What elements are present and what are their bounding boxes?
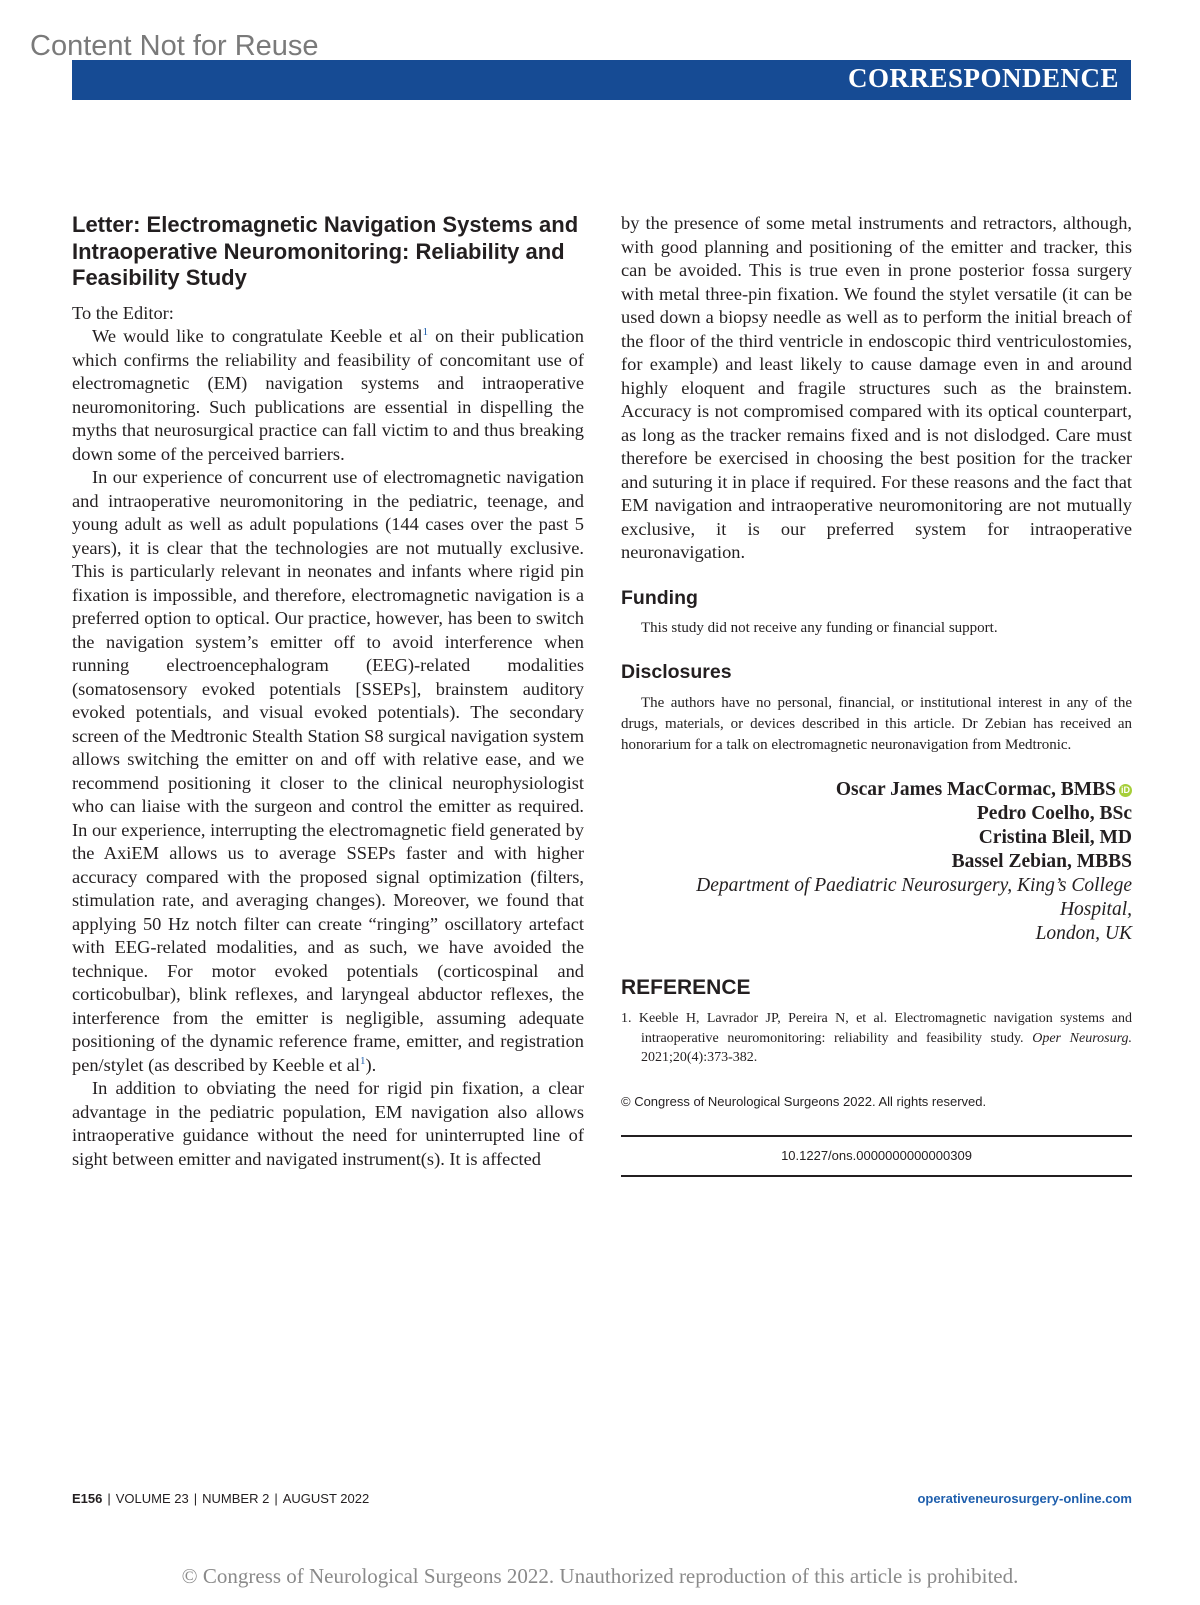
salutation: To the Editor:: [72, 302, 174, 323]
author-name: [621, 778, 1132, 802]
journal-website-link[interactable]: operativeneurosurgery-online.com: [917, 1491, 1132, 1506]
author-name: Bassel Zebian, MBBS: [951, 850, 1132, 872]
right-column: [621, 212, 1132, 1177]
footer-separator: |: [274, 1491, 278, 1506]
section-label: CORRESPONDENCE: [847, 63, 1119, 93]
citation-link[interactable]: 1: [360, 1054, 366, 1067]
disclosures-heading: Disclosures: [621, 661, 732, 683]
watermark-bottom: © Congress of Neurological Surgeons 2022. Unauthorized reproduction of this article is prohibited.: [181, 1564, 1019, 1588]
paragraph-2: [72, 466, 584, 1077]
affiliation-line: London, UK: [1035, 922, 1132, 944]
paragraph-1-text-b: on their publication which confirms the reliability and feasibility of concomitant use of electromagnetic (EM) navigation systems and intraoperative neuromonitoring. Such publications are essential in dispelling the myths that neurosurgical practice can fall victim to and thus breaking down some of the perceived barriers.: [72, 326, 585, 464]
issue-date: AUGUST 2022: [282, 1491, 370, 1506]
volume: VOLUME 23: [115, 1491, 189, 1506]
reference-text-b: 2021;20(4):373-382.: [641, 1050, 758, 1065]
footer-separator: |: [193, 1491, 198, 1506]
author-block: [621, 778, 1132, 946]
watermark-top: Content Not for Reuse: [30, 30, 319, 62]
issue-number: NUMBER 2: [202, 1491, 270, 1506]
reference-heading: REFERENCE: [621, 975, 751, 999]
author-name: Pedro Coelho, BSc: [976, 802, 1132, 824]
page-footer-citation: [72, 1491, 369, 1506]
reference-item: [621, 1009, 1132, 1068]
paragraph-1-text-a: We would like to congratulate Keeble et al: [92, 326, 423, 346]
left-column: [72, 212, 584, 1171]
paragraph-1: [72, 325, 584, 466]
citation-link[interactable]: 1: [422, 325, 429, 338]
section-header-bar: [72, 60, 1131, 100]
reference-text-a: 1. Keeble H, Lavrador JP, Pereira N, et al. Electromagnetic navigation systems and intraoperative neuromonitoring: reliability and feasibility study.: [621, 1011, 1132, 1046]
funding-heading: Funding: [621, 586, 698, 609]
paragraph-3-continued: by the presence of some metal instruments and retractors, although, with good planning and positioning of the emitter and tracker, this can be avoided. This is true even in prone posterior fossa surgery with metal three-pin fixation. We found the stylet versatile (it can be used down a biopsy needle as well as to perform the initial breach of the floor of the third ventricle in endoscopic third ventriculostomies, for example) and least likely to cause damage even in and around highly eloquent and fragile structures such as the brainstem. Accuracy is not compromised compared with its optical counterpart, as long as the tracker remains fixed and is not dislodged. Care must therefore be exercised in choosing the best position for the tracker and suturing it in place if required. For these reasons and the fact that EM navigation and intraoperative neuromonitoring are not mutually exclusive, it is our preferred system for intraoperative neuronavigation.: [621, 213, 1132, 562]
author-name: Cristina Bleil, MD: [978, 826, 1132, 848]
orcid-icon[interactable]: iD: [1121, 784, 1130, 795]
funding-text: This study did not receive any funding or financial support.: [641, 620, 998, 636]
paragraph-3: In addition to obviating the need for rigid pin fixation, a clear advantage in the pediatric population, EM navigation also allows intraoperative guidance without the need for uninterrupted line of sight between emitter and navigated instrument(s). It is affected: [72, 1078, 584, 1169]
page-number: E156: [72, 1491, 103, 1506]
footer-separator: |: [107, 1491, 111, 1506]
article-title: Letter: Electromagnetic Navigation Systems and Intraoperative Neuromonitoring: Reliability and Feasibility Study: [72, 212, 579, 290]
affiliation-line: Department of Paediatric Neurosurgery, King’s College Hospital,: [696, 874, 1132, 920]
paragraph-2-text-b: ).: [365, 1054, 377, 1075]
copyright-notice: © Congress of Neurological Surgeons 2022. All rights reserved.: [621, 1093, 987, 1109]
paragraph-2-text-a: In our experience of concurrent use of electromagnetic navigation and intraoperative neuromonitoring in the pediatric, teenage, and young adult as well as adult populations (144 cases over the past 5 years), it is clear that the technologies are not mutually exclusive. This is particularly relevant in neonates and infants where rigid pin fixation is impossible, and therefore, electromagnetic navigation is a preferred option to optical. Our practice, however, has been to switch the navigation system’s emitter off to avoid interference when running electroencephalogram (EEG)-related modalities (somatosensory evoked potentials [SSEPs], brainstem auditory evoked potentials, and visual evoked potentials). The secondary screen of the Medtronic Stealth Station S8 surgical navigation system allows switching the emitter on and off with relative ease, and we recommend positioning it closer to the clinical neurophysiologist who can liaise with the surgeon and control the emitter as required. In our experience, interrupting the electromagnetic field generated by the AxiEM allows us to average SSEPs faster and with higher accuracy compared with the proposed signal optimization (filters, stimulation rate, and averaging changes). Moreover, we found that applying 50 Hz notch filter can create “ringing” oscillatory artefact with EEG-related modalities, and as such, we have avoided the technique. For motor evoked potentials (corticospinal and corticobulbar), blink reflexes, and laryngeal abductor reflexes, the interference from the emitter is negligible, assuming adequate positioning of the dynamic reference frame, emitter, and registration pen/stylet (as described by Keeble et al: [72, 467, 584, 1075]
disclosures-text: The authors have no personal, financial, or institutional interest in any of the drugs, materials, or devices described in this article. Dr Zebian has received an honorarium for a talk on electromagnetic neuronavigation from Medtronic.: [621, 694, 1132, 753]
reference-journal: Oper Neurosurg.: [1032, 1030, 1133, 1046]
doi-link[interactable]: 10.1227/ons.0000000000000309: [621, 1135, 1132, 1177]
author-name-text: Oscar James MacCormac, BMBS: [835, 778, 1116, 800]
